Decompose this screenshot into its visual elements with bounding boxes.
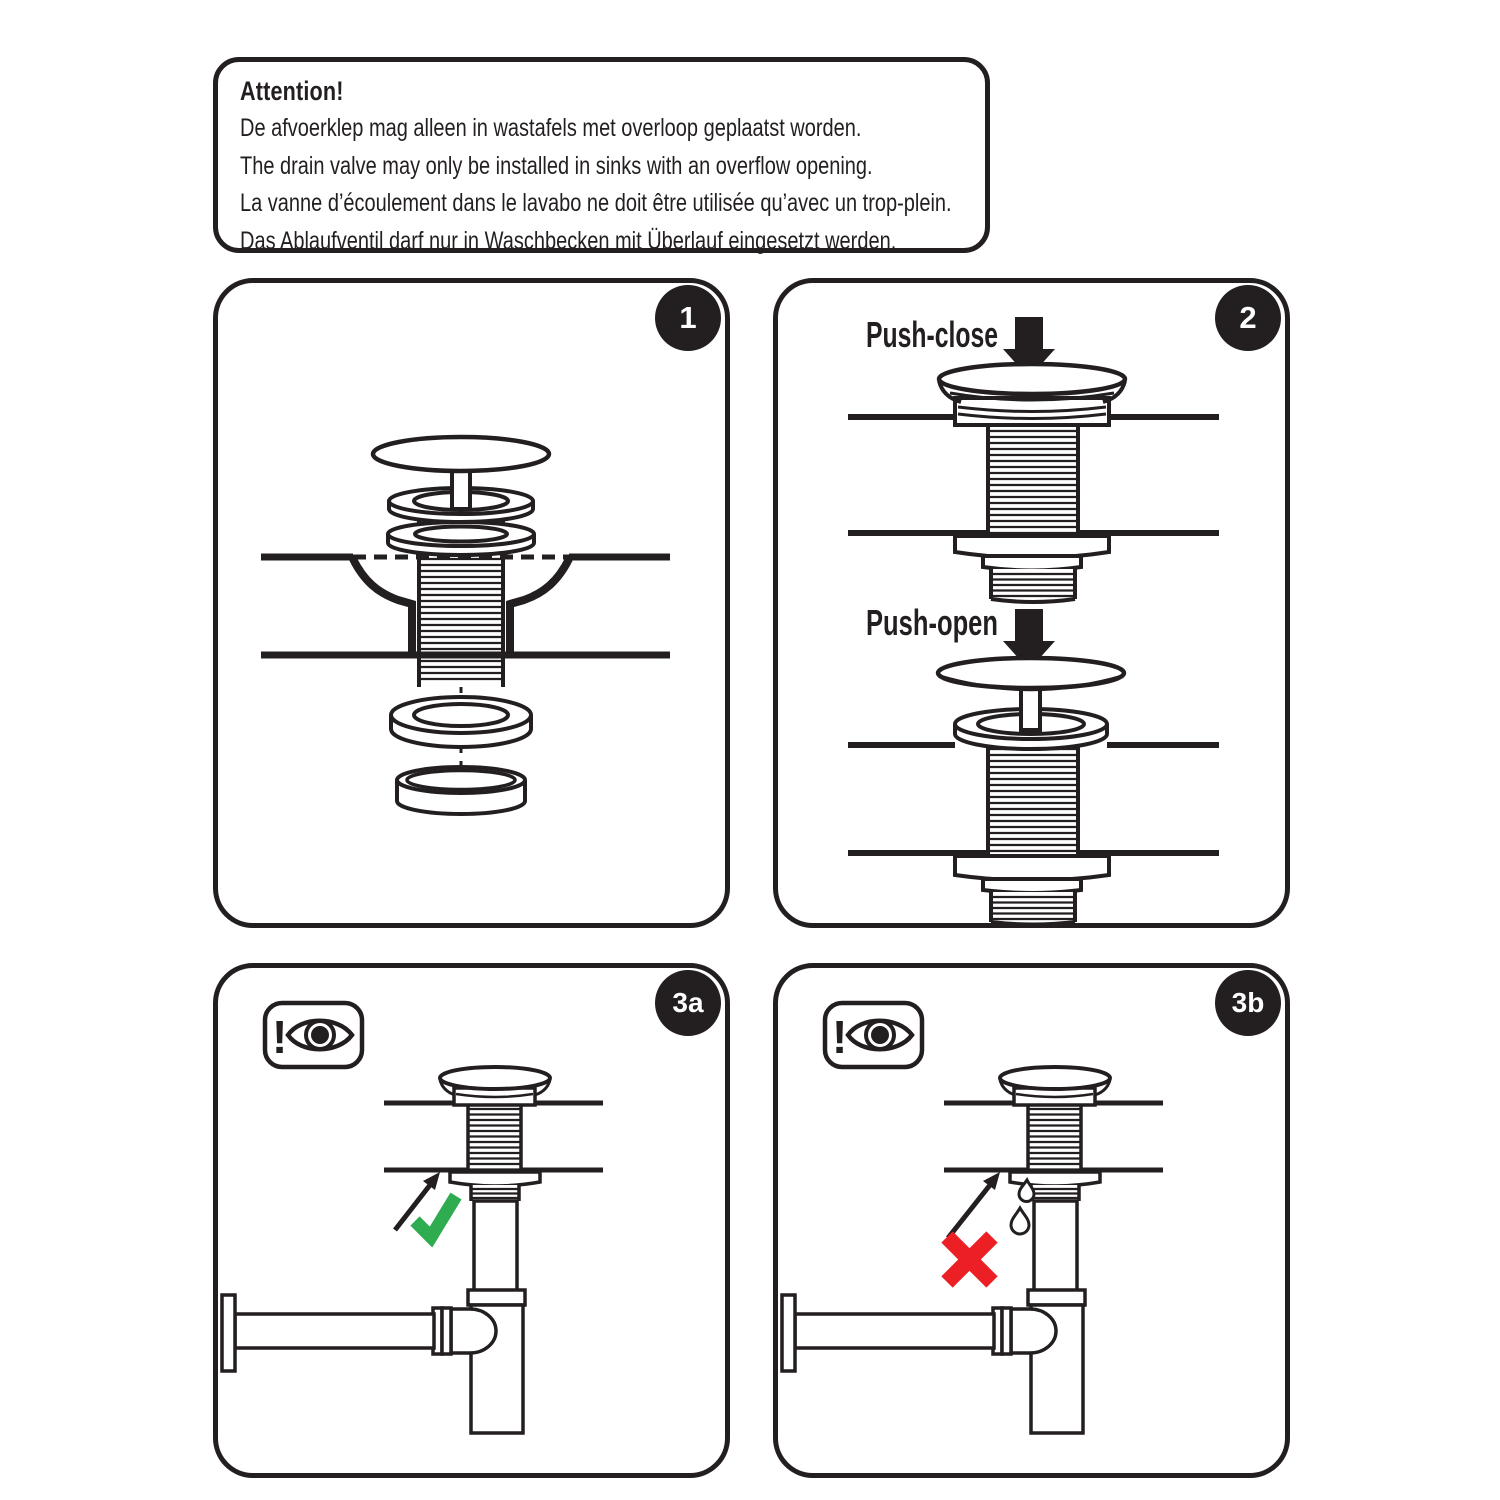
water-drops-icon xyxy=(1011,1180,1034,1234)
attention-line-fr: La vanne d’écoulement dans le lavabo ne doit être utilisée qu’avec un trop-plein. xyxy=(240,189,952,217)
tail-neck xyxy=(983,556,1081,571)
trap-top-nut xyxy=(468,1290,525,1305)
flat-washer-hole xyxy=(415,527,507,542)
tailpipe xyxy=(474,1201,517,1293)
push-close-push-open-diagram xyxy=(778,283,1285,923)
valve-cap xyxy=(440,1067,550,1089)
check-icon xyxy=(415,1196,456,1237)
warning-eye-icon xyxy=(825,1003,922,1067)
wall-pipe xyxy=(235,1314,434,1348)
panel-step-1 xyxy=(213,278,730,928)
valve-cap-closed xyxy=(939,364,1125,394)
valve-stem xyxy=(1021,686,1040,730)
step-badge-1: 1 xyxy=(655,285,721,351)
push-open-label: Push-open xyxy=(866,602,998,643)
joint-ring xyxy=(1002,1308,1011,1354)
joint-ring xyxy=(442,1308,451,1354)
attention-line-en: The drain valve may only be installed in sinks with an overflow opening. xyxy=(240,151,873,180)
panel-step-2 xyxy=(773,278,1290,928)
eye-pupil xyxy=(871,1026,889,1044)
leaking-installation-diagram xyxy=(778,968,1285,1473)
attention-title: Attention! xyxy=(240,76,344,106)
tail-neck xyxy=(983,879,1081,893)
step-badge-3b: 3b xyxy=(1215,970,1281,1036)
panel-step-3b xyxy=(773,963,1290,1478)
wall-flange xyxy=(222,1295,235,1371)
trap-elbow xyxy=(1011,1309,1056,1353)
sink-funnel-right xyxy=(510,559,569,653)
warning-eye-icon xyxy=(265,1003,362,1067)
attention-line-de: Das Ablaufventil darf nur in Waschbecken mit Überlauf eingesetzt werden. xyxy=(240,226,897,255)
trap-top-nut xyxy=(1028,1290,1085,1305)
wall-flange xyxy=(782,1295,795,1371)
attention-box xyxy=(213,57,990,253)
correct-installation-diagram xyxy=(218,968,725,1473)
flange xyxy=(450,1172,540,1186)
valve-cap xyxy=(373,437,549,471)
exclamation-mark: ! xyxy=(832,1011,848,1063)
step-badge-3a: 3a xyxy=(655,970,721,1036)
panel-step-3a xyxy=(213,963,730,1478)
exclamation-mark: ! xyxy=(272,1011,288,1063)
washer-hole xyxy=(414,704,508,726)
cross-icon xyxy=(947,1237,992,1282)
exploded-assembly-diagram xyxy=(218,283,725,923)
push-close-label: Push-close xyxy=(866,314,998,355)
valve-cap xyxy=(1000,1067,1110,1089)
attention-line-nl: De afvoerklep mag alleen in wastafels met overloop geplaatst worden. xyxy=(240,114,862,142)
flange xyxy=(955,856,1109,881)
pointer-arrow xyxy=(948,1185,990,1238)
tailpipe xyxy=(1034,1201,1077,1293)
valve-stem xyxy=(452,469,470,509)
eye-pupil xyxy=(311,1026,329,1044)
wall-pipe xyxy=(795,1314,994,1348)
nut-hole xyxy=(407,771,515,790)
trap-elbow xyxy=(451,1309,496,1353)
step-badge-2: 2 xyxy=(1215,285,1281,351)
sink-funnel-left xyxy=(353,559,412,653)
